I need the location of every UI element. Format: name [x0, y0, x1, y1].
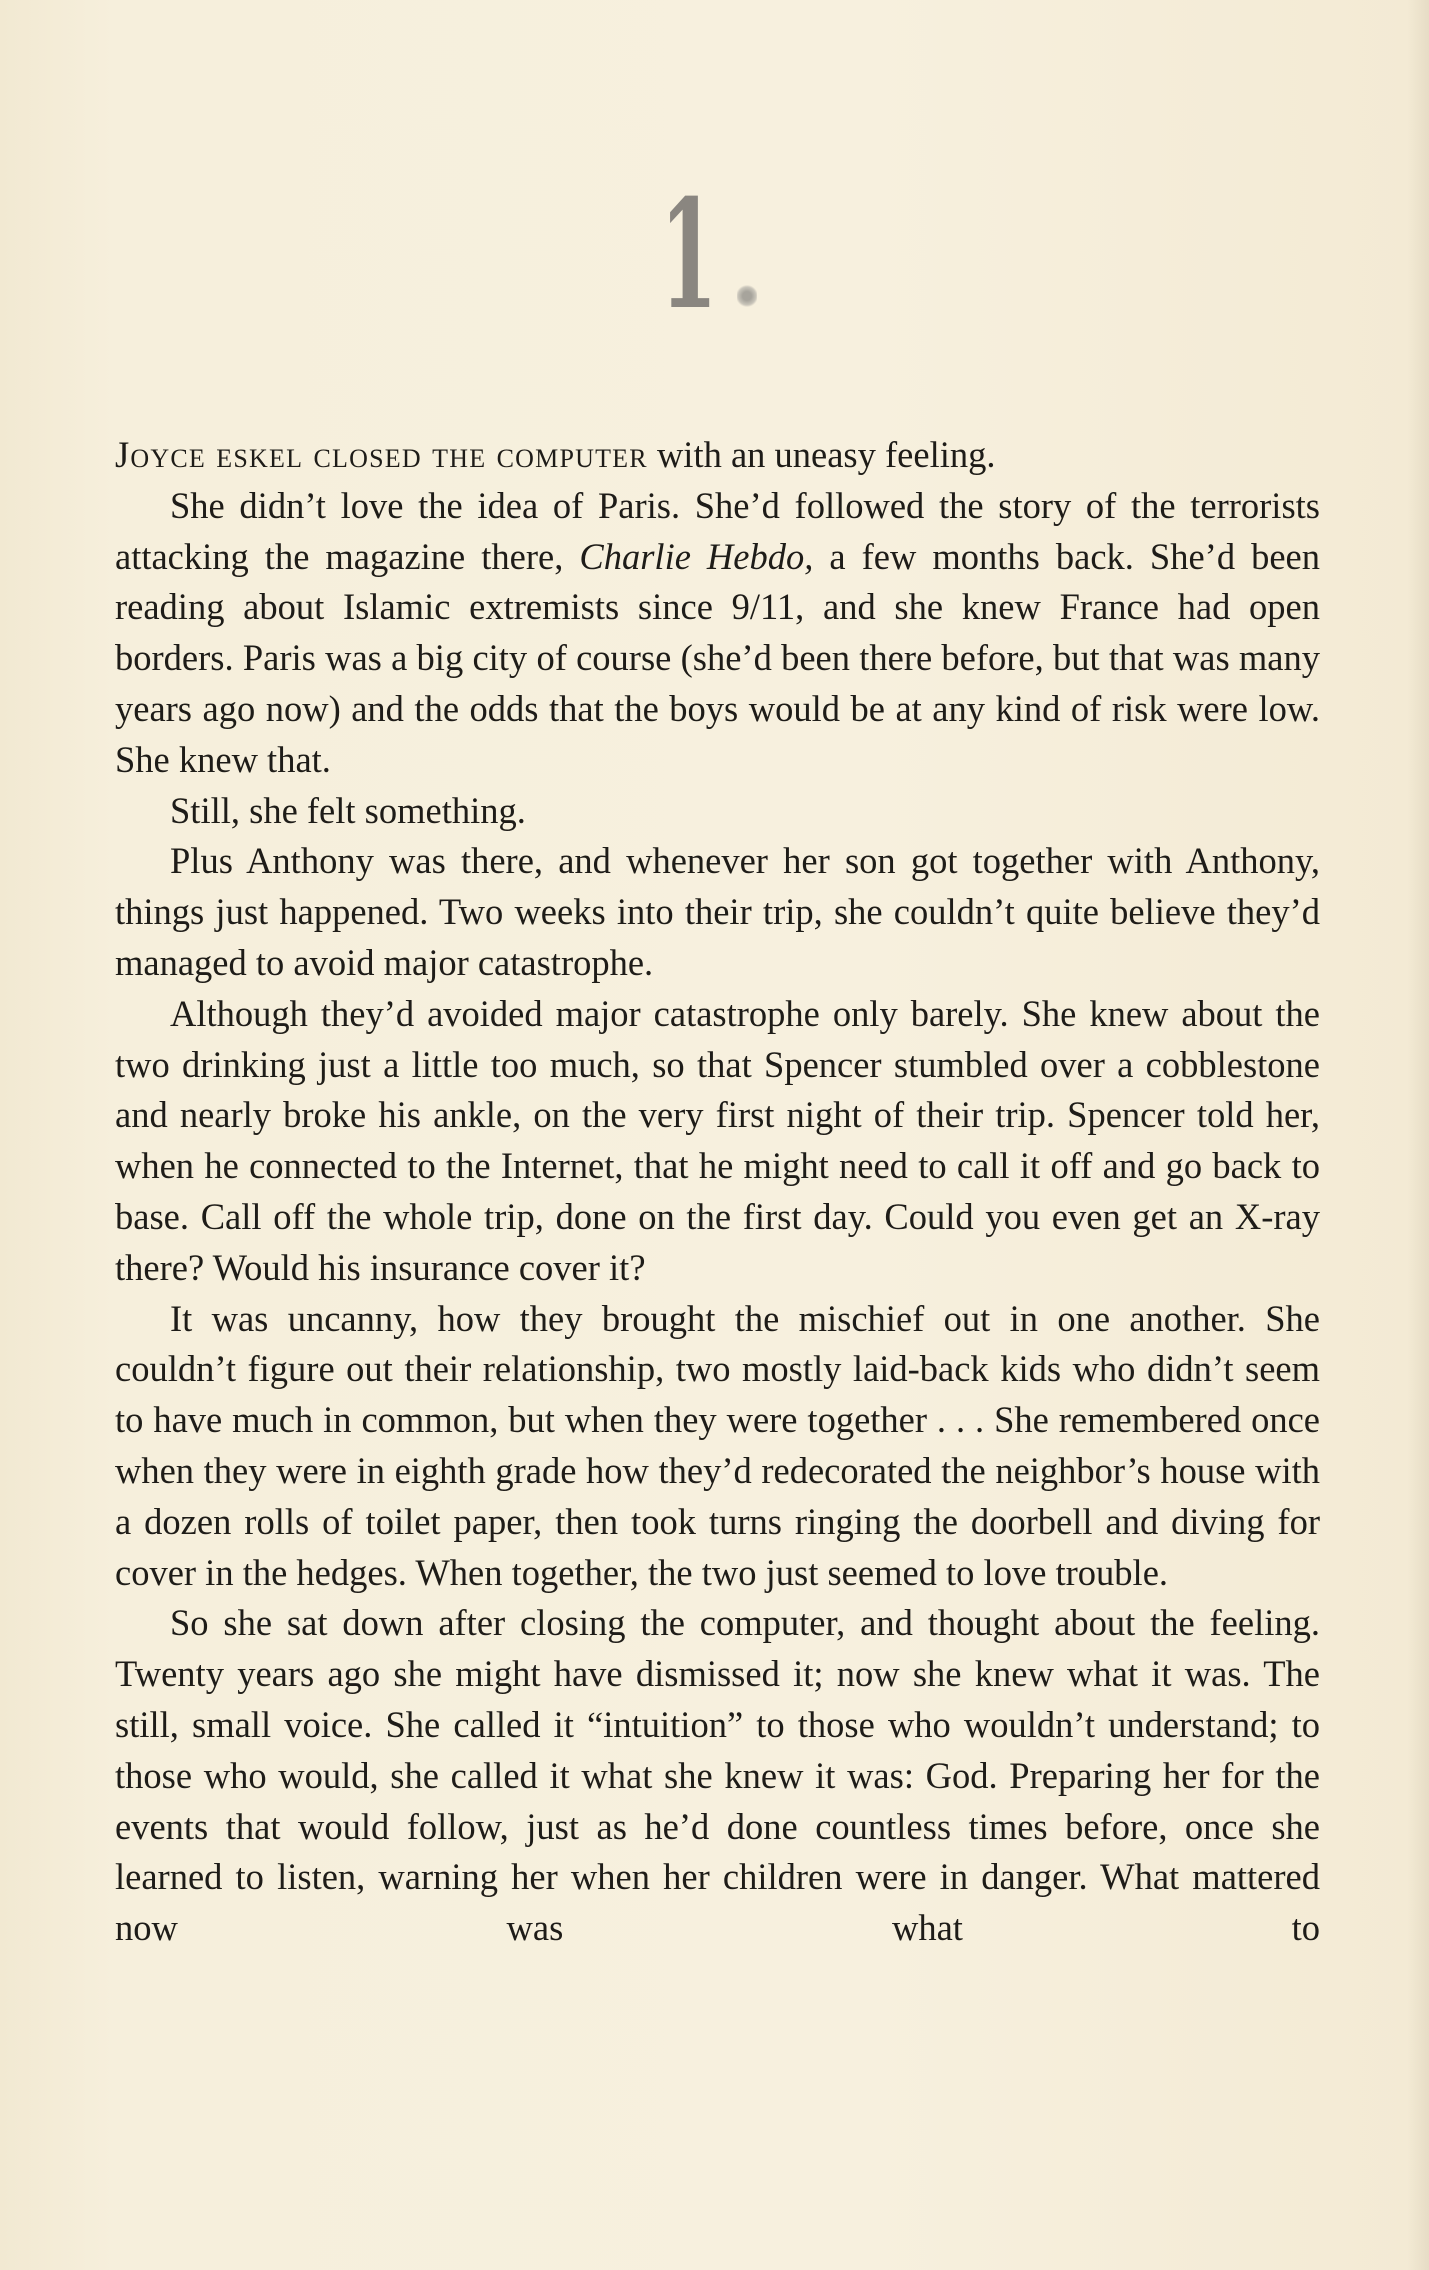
page-edge-shadow	[1407, 0, 1429, 2270]
paragraph-2	[115, 481, 1320, 786]
chapter-dot-ornament	[737, 285, 757, 307]
magazine-title: Charlie Hebdo,	[579, 535, 814, 577]
paragraph-5: Although they’d avoided major catastrophe only barely. She knew about the two drinking just a little too much, so that Spencer stumbled over a cobblestone and nearly broke his ankle, on the very first night of their trip. Spencer told her, when he connected to the Internet, that he might need to call it off and go back to base. Call off the whole trip, done on the first day. Could you even get an X-ray there? Would his insurance cover it?	[115, 992, 1320, 1288]
paragraph-opening	[115, 430, 1320, 481]
paragraph-3: Still, she felt something.	[170, 789, 526, 831]
paragraph-4: Plus Anthony was there, and whenever her son got together with Anthony, things just happened. Two weeks into their trip, she couldn’t quite believe they’d managed to avoid major catastrophe.	[115, 840, 1320, 983]
paragraph-7: So she sat down after closing the computer, and thought about the feeling. Twenty years ago she might have dismissed it; now she knew what it was. The still, small voice. She called it “intuition” to those who wouldn’t understand; to those who would, she called it what she knew it was: God. Preparing her for the events that would follow, just as he’d done countless times before, once she learned to listen, warning her when her children were in danger. What mattered now was what to	[115, 1602, 1320, 1949]
opening-smallcaps: Joyce eskel closed the computer	[115, 434, 648, 475]
paragraph-6: It was uncanny, how they brought the mischief out in one another. She couldn’t figure out their relationship, two mostly laid-back kids who didn’t seem to have much in common, but when they were together . . . She remembered once when they were in eighth grade how they’d redecorated the neighbor’s house with a dozen rolls of toilet paper, then took turns ringing the doorbell and diving for cover in the hedges. When together, the two just seemed to love trouble.	[115, 1297, 1320, 1593]
paragraph-2-text-a: She didn’t love the idea of Paris. She’d followed the story of the terrorists attacking the magazine there,	[115, 484, 1320, 577]
chapter-number	[660, 167, 780, 343]
paragraph-2-text-b: a few months back. She’d been reading about Islamic extremists since 9/11, and she knew France had open borders. Paris was a big city of course (she’d been there before, but that was many years ago now) and the odds that the boys would be at any kind of risk were low. She knew that.	[115, 535, 1321, 780]
opening-rest: with an uneasy feeling.	[647, 434, 996, 475]
chapter-body-text	[115, 430, 1320, 1954]
chapter-number-text: 1	[660, 167, 718, 343]
